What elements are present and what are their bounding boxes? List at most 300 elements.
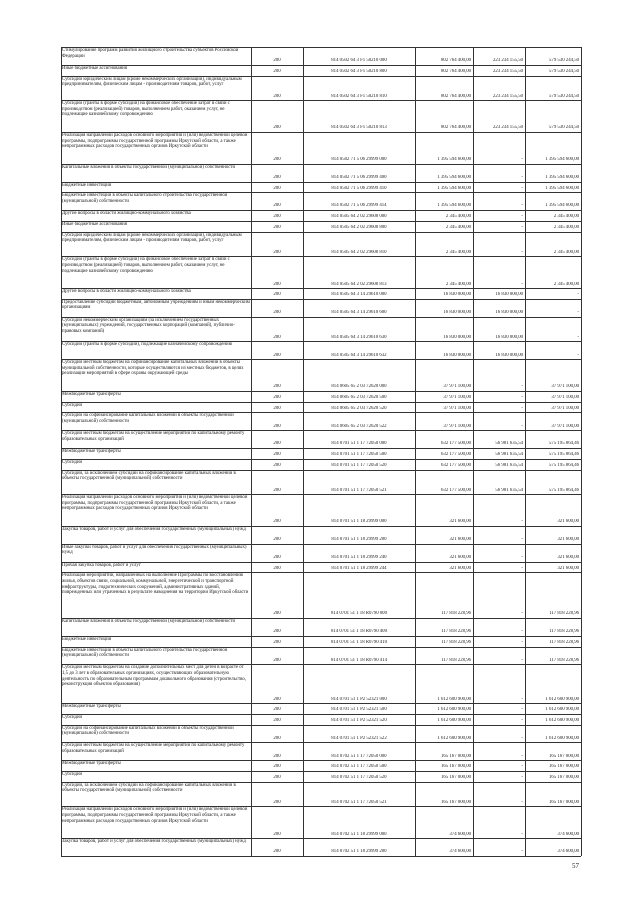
row-grbs: 200 [273,214,281,220]
row-code: 814 0701 51 1 18 29999 000 [331,519,387,525]
column-divider [251,47,252,856]
row-grbs: 200 [273,441,281,447]
table-row [61,288,581,299]
row-name: Субсидии (гранты в форме субсидий) на финансовое обеспечение затрат в связи с производством (реализацией) товаров, выполнением работ, оказанием услуг, не подлежащие казначейскому сопровождению [62,101,230,118]
row-amount-total: 1 612 600 900,00 [545,707,579,713]
row-amount-change: - [521,537,523,543]
table-row [61,636,581,647]
row-code: 814 0502 71 5 06 29999 400 [331,174,387,180]
row-amount-total: 575 195 864,46 [549,487,579,493]
row-code: 814 0701 51 1 18 R0790 410 [331,640,387,646]
table-row [61,771,581,782]
row-name: Межбюджетные трансферты [62,761,121,767]
row-name: Субсидии [62,771,83,777]
table-row [61,470,581,495]
table-row [61,182,581,193]
row-code: 814 0502 71 5 06 29999 000 [331,157,387,163]
row-amount-change: - [521,225,523,230]
table-row [61,232,581,257]
row-grbs: 200 [273,629,281,635]
row-name: Иные закупки товаров, работ и услуг для обеспечения государственных (муниципальных) нужд [62,544,247,556]
row-name: Иные бюджетные ассигнования [62,221,127,227]
row-amount-plan: 2 345 400,00 [445,281,471,287]
row-code: 814 0505 64 3 14 29610 600 [331,310,387,316]
row-code: 814 0605 65 2 03 72620 522 [331,423,387,429]
row-grbs: 200 [273,281,281,287]
row-amount-total: 2 345 400,00 [553,249,579,255]
row-amount-plan: 117 818 228,96 [441,657,471,663]
row-name: Межбюджетные трансферты [62,448,121,454]
table-row [61,782,581,807]
table-row [61,742,581,760]
row-amount-total: 2 345 400,00 [553,281,579,287]
row-name: Субсидии, за исключением субсидий на софинансирование капитальных вложений в объекты государственной (муниципальной) собственности [62,470,236,482]
row-grbs: 200 [273,519,281,525]
row-name: Субсидии некоммерческим организациям (за исключением государственных (муниципальных) учреждений, государственных корпораций (компаний), публично-правовых компаний) [62,317,235,334]
table-row [61,526,581,544]
row-name: Субсидии, за исключением субсидий на софинансирование капитальных вложений в объекты государственной (муниципальной) собственности [62,782,236,794]
row-grbs: 200 [273,764,281,770]
row-name: Субсидии на софинансирование капитальных вложений в объекты государственной (муниципальной) собственности [62,413,234,425]
row-name: Субсидии местным бюджетам на софинансирование капитальных вложений в объекты муниципальной собственности, которые осуществляются из местных бюджетов, в целях реализации мероприятий в сфере охраны окружающей среды [62,360,244,377]
row-amount-total: 165 167 000,00 [549,764,579,770]
row-grbs: 200 [273,174,281,180]
row-amount-change: - [521,174,523,180]
row-amount-total: 321 600,00 [557,554,579,560]
row-code: 814 0702 51 1 17 72050 000 [331,753,387,759]
table-row [61,132,581,164]
table-row [61,494,581,526]
row-amount-plan: 2 345 400,00 [445,214,471,220]
table-row [61,412,581,430]
row-grbs: 200 [273,225,281,230]
row-grbs: 200 [273,696,281,702]
table-row [61,703,581,714]
row-grbs: 200 [273,310,281,316]
row-code: 814 0701 51 1 18 29999 200 [331,537,387,543]
row-amount-change: - [521,640,523,646]
row-amount-total: 321 600,00 [557,565,579,571]
row-amount-plan: 632 177 500,00 [441,452,471,458]
row-amount-total: 579 530 244,50 [549,93,579,99]
row-amount-plan: 16 830 000,00 [443,334,471,340]
row-amount-total: 165 167 000,00 [549,775,579,781]
row-code: 814 0701 51 1 17 72050 521 [331,487,387,493]
table-row [61,65,581,76]
row-grbs: 200 [273,423,281,429]
row-amount-change: - [521,249,523,255]
row-code: 814 0701 51 1 18 R0790 000 [331,611,387,617]
row-amount-total: - [577,334,579,340]
table-row [61,430,581,448]
row-amount-change: - [521,718,523,724]
row-amount-change: - [521,753,523,759]
row-amount-change: - [521,519,523,525]
row-amount-change: 56 981 635,54 [495,441,523,447]
row-amount-plan: 1 612 600 900,00 [437,718,471,724]
row-amount-plan: 1 612 600 900,00 [437,696,471,702]
row-amount-change: - [521,214,523,220]
row-name: Реализация направлений расходов основного мероприятия и (или) ведомственной целевой программы, подпрограммы государственной программы Иркутской области, а также непрограммных расходов государственных органов Иркутской области [62,133,248,150]
table-row [61,664,581,703]
row-amount-change: - [521,203,523,209]
row-grbs: 200 [273,799,281,805]
row-amount-total: 575 195 864,46 [549,452,579,458]
row-amount-plan: 632 177 500,00 [441,441,471,447]
table-row [61,221,581,232]
row-grbs: 200 [273,405,281,411]
row-amount-plan: 802 764 400,00 [441,58,471,64]
column-divider [525,47,526,856]
table-row [61,391,581,402]
row-amount-total: 37 971 100,00 [551,395,579,401]
row-amount-total: 321 600,00 [557,537,579,543]
row-amount-change: 56 981 635,54 [495,487,523,493]
table-row [61,448,581,459]
row-amount-total: 579 530 244,50 [549,58,579,64]
row-amount-total: 321 600,00 [557,519,579,525]
row-amount-plan: 632 177 500,00 [441,487,471,493]
row-amount-plan: 165 167 000,00 [441,764,471,770]
row-amount-total: 1 395 594 600,00 [545,203,579,209]
row-amount-change: - [521,611,523,617]
row-amount-change: - [521,281,523,287]
table-row [61,725,581,743]
row-amount-plan: 165 167 000,00 [441,775,471,781]
row-amount-change: - [521,849,523,855]
row-grbs: 200 [273,775,281,781]
row-code: 814 0502 64 3 F1 50210 810 [331,93,387,99]
row-name: Бюджетные инвестиции в объекты капитального строительства государственной (муниципальной) собственности [62,647,228,659]
row-amount-plan: 2 345 400,00 [445,249,471,255]
row-code: 814 0505 64 3 14 29610 632 [331,352,387,358]
row-grbs: 200 [273,565,281,571]
row-amount-total: 575 195 864,46 [549,441,579,447]
row-amount-plan: 321 600,00 [449,565,471,571]
row-amount-change: 16 830 000,00 [495,352,523,358]
row-code: 814 0701 51 1 17 72050 000 [331,441,387,447]
row-grbs: 200 [273,185,281,191]
row-name: Субсидии [62,459,83,465]
row-amount-total: 165 167 000,00 [549,753,579,759]
row-name: Субсидии [62,714,83,720]
row-code: 814 0701 51 1 18 29999 244 [331,565,387,571]
row-grbs: 200 [273,93,281,99]
table-row [61,459,581,470]
row-amount-change: - [521,384,523,390]
row-name: Стимулирование программ развития жилищного строительства субъектов Российской Федерации [62,48,239,59]
row-code: 814 0505 64 3 14 29610 630 [331,334,387,340]
row-grbs: 200 [273,640,281,646]
row-amount-change: - [521,395,523,401]
row-grbs: 200 [273,68,281,74]
row-name: Капитальные вложения в объекты государственной (муниципальной) собственности [62,619,236,625]
row-amount-change: - [521,735,523,741]
table-row [61,359,581,391]
row-code: 814 0502 64 3 F1 50210 800 [331,68,387,74]
row-name: Бюджетные инвестиции в объекты капитального строительства государственной (муниципальной) собственности [62,193,228,204]
row-amount-plan: 37 971 100,00 [443,384,471,390]
row-amount-total: 37 971 100,00 [551,384,579,390]
row-amount-change: 223 234 155,50 [493,125,523,131]
row-amount-total: 117 818 228,96 [549,640,579,646]
row-code: 814 0505 64 2 02 29608 813 [331,281,387,287]
row-amount-change: - [521,157,523,163]
row-amount-plan: 802 764 400,00 [441,68,471,74]
table-row [61,100,581,132]
table-row [61,647,581,665]
row-name: Субсидии (гранты в форме субсидий), подлежащие казначейскому сопровождению [62,342,233,348]
table-row [61,210,581,221]
row-code: 814 0701 51 1 18 R0790 400 [331,629,387,635]
row-amount-total: 1 612 600 900,00 [545,718,579,724]
row-amount-total: 374 600,00 [557,849,579,855]
row-amount-change: 16 830 000,00 [495,310,523,316]
row-name: Субсидии местным бюджетам на создание дополнительных мест для детей в возрасте от 1,5 до 3 лет в образовательных организациях, осуществляющих образовательную деятельность по образовательным программам дошкольного образования (строительство, реконструкция объектов образования) [62,665,246,688]
row-amount-total: 575 195 864,46 [549,462,579,468]
row-grbs: 200 [273,537,281,543]
row-code: 814 0505 64 2 02 29608 810 [331,249,387,255]
row-name: Субсидии местным бюджетам на осуществление мероприятий по капитальному ремонту образовательных организаций [62,743,245,755]
row-name: Реализация направлений расходов основного мероприятия и (или) ведомственной целевой программы, подпрограммы государственной программы Иркутской области, а также непрограммных расходов государственных органов Иркутской области [62,807,248,824]
row-code: 814 0605 65 2 03 72620 520 [331,405,387,411]
column-divider [473,47,474,856]
table-row [61,341,581,359]
row-amount-plan: 321 600,00 [449,537,471,543]
row-name: Субсидии местным бюджетам на осуществление мероприятий по капитальному ремонту образовательных организаций [62,431,245,442]
row-grbs: 200 [273,657,281,663]
row-amount-change: - [521,565,523,571]
row-name: Капитальные вложения в объекты государственной (муниципальной) собственности [62,164,236,170]
table-row [61,806,581,838]
row-amount-plan: 16 830 000,00 [443,292,471,298]
table-row [61,402,581,413]
column-divider [303,47,304,856]
page-number: 57 [572,862,579,870]
table-row [61,47,581,65]
row-name: Прочая закупка товаров, работ и услуг [62,562,141,568]
row-amount-total: 1 395 594 600,00 [545,185,579,191]
table-row [61,760,581,771]
row-grbs: 200 [273,125,281,131]
row-amount-change: - [521,629,523,635]
row-name: Бюджетные инвестиции [62,182,112,188]
row-amount-plan: 117 818 228,96 [441,640,471,646]
row-amount-plan: 165 167 000,00 [441,799,471,805]
row-code: 814 0701 51 1 18 29999 240 [331,554,387,560]
row-amount-total: - [577,292,579,298]
row-code: 814 0701 51 1 17 72050 500 [331,452,387,458]
row-code: 814 0701 51 1 17 72050 520 [331,462,387,468]
row-name: Реализация мероприятий, направленных на выполнение Программы по восстановлению жилья, объектов связи, социальной, коммунальной, энергетической и транспортной инфраструктуры, гидротехнических сооружений, административных зданий, поврежденных или утраченных в результате наводнения на территории Иркутской области [62,573,249,596]
table-row [61,618,581,636]
table-row [61,317,581,342]
row-name: Другие вопросы в области жилищно-коммунального хозяйства [62,289,191,295]
row-amount-change: 16 830 000,00 [495,334,523,340]
row-amount-change: - [521,696,523,702]
row-grbs: 200 [273,735,281,741]
row-amount-change: 56 981 635,54 [495,452,523,458]
row-code: 814 0502 71 5 06 29999 410 [331,185,387,191]
table-row [61,572,581,618]
row-grbs: 200 [273,395,281,401]
row-name: Бюджетные инвестиции [62,636,112,642]
row-name: Закупка товаров, работ и услуг для обеспечения государственных (муниципальных) нужд [62,527,246,533]
row-code: 814 0701 51 1 P2 52321 000 [331,696,387,702]
row-amount-total: 1 612 600 900,00 [545,735,579,741]
row-amount-change: - [521,657,523,663]
row-code: 814 0702 51 1 17 72050 500 [331,764,387,770]
row-grbs: 200 [273,157,281,163]
row-amount-plan: 802 764 400,00 [441,93,471,99]
row-name: Субсидии юридическим лицам (кроме некоммерческих организаций), индивидуальным предпринимателям, физическим лицам - производителям товаров, работ, услуг [62,76,242,88]
row-amount-change: 223 234 155,50 [493,68,523,74]
row-amount-plan: 1 612 600 900,00 [437,707,471,713]
row-amount-change: 223 234 155,50 [493,93,523,99]
row-amount-plan: 37 971 100,00 [443,405,471,411]
row-grbs: 200 [273,292,281,298]
row-amount-change: - [521,707,523,713]
row-grbs: 200 [273,707,281,713]
row-code: 814 0502 71 5 06 29999 414 [331,203,387,209]
row-amount-total: 117 818 228,96 [549,629,579,635]
row-grbs: 200 [273,554,281,560]
table-row [61,256,581,288]
row-amount-plan: 321 600,00 [449,554,471,560]
row-grbs: 200 [273,249,281,255]
row-grbs: 200 [273,58,281,64]
column-divider [415,47,416,856]
column-divider [581,47,582,856]
row-code: 814 0702 51 1 18 29999 200 [331,849,387,855]
row-amount-total: 37 971 100,00 [551,405,579,411]
row-name: Другие вопросы в области жилищно-коммунального хозяйства [62,211,191,217]
row-code: 814 0505 64 3 14 29610 000 [331,292,387,298]
row-amount-change: - [521,831,523,837]
row-amount-plan: 1 395 594 600,00 [437,203,471,209]
row-grbs: 200 [273,718,281,724]
row-amount-plan: 117 818 228,96 [441,611,471,617]
row-grbs: 200 [273,831,281,837]
row-amount-total: - [577,352,579,358]
row-amount-change: 223 234 155,50 [493,58,523,64]
row-amount-change: - [521,405,523,411]
row-amount-change: - [521,764,523,770]
row-divider [61,856,581,857]
row-amount-plan: 37 971 100,00 [443,423,471,429]
row-amount-plan: 117 818 228,96 [441,629,471,635]
row-grbs: 200 [273,203,281,209]
row-amount-total: - [577,310,579,316]
row-name: Субсидии на софинансирование капитальных вложений в объекты государственной (муниципальной) собственности [62,725,234,737]
table-row [61,299,581,317]
row-code: 814 0605 65 2 03 72620 000 [331,384,387,390]
row-amount-change: - [521,554,523,560]
row-code: 814 0701 51 1 P2 52321 500 [331,707,387,713]
row-amount-total: 579 530 244,50 [549,68,579,74]
row-amount-total: 1 395 594 600,00 [545,157,579,163]
row-amount-plan: 321 600,00 [449,519,471,525]
row-amount-change: 56 981 635,54 [495,462,523,468]
row-name: Закупка товаров, работ и услуг для обеспечения государственных (муниципальных) нужд [62,839,246,845]
row-code: 814 0702 51 1 17 72050 520 [331,775,387,781]
row-name: Субсидии юридическим лицам (кроме некоммерческих организаций), индивидуальным предпринимателям, физическим лицам - производителям товаров, работ, услуг [62,232,242,244]
row-amount-total: 165 167 000,00 [549,799,579,805]
row-name: Реализация направлений расходов основного мероприятия и (или) ведомственной целевой программы, подпрограммы государственной программы Иркутской области, а также непрограммных расходов государственных органов Иркутской области [62,495,248,512]
row-name: Межбюджетные трансферты [62,704,121,710]
row-amount-change: - [521,799,523,805]
row-amount-change: - [521,185,523,191]
table-row [61,164,581,182]
table-row [61,562,581,573]
row-amount-total: 2 345 400,00 [553,225,579,230]
row-name: Иные бюджетные ассигнования [62,65,127,71]
row-grbs: 200 [273,462,281,468]
column-divider [61,47,62,856]
row-code: 814 0505 64 2 02 29608 800 [331,225,387,230]
row-amount-total: 579 530 244,50 [549,125,579,131]
row-amount-total: 37 971 100,00 [551,423,579,429]
table-row [61,838,581,856]
row-grbs: 200 [273,352,281,358]
row-name: Межбюджетные трансферты [62,391,121,397]
row-amount-change: - [521,775,523,781]
row-grbs: 200 [273,611,281,617]
row-code: 814 0701 51 1 18 R0790 414 [331,657,387,663]
row-amount-total: 2 345 400,00 [553,214,579,220]
row-amount-total: 1 612 600 900,00 [545,696,579,702]
row-code: 814 0605 65 2 03 72620 500 [331,395,387,401]
row-amount-plan: 374 600,00 [449,849,471,855]
row-grbs: 200 [273,384,281,390]
row-code: 814 0502 64 3 F1 50210 813 [331,125,387,131]
table-row [61,76,581,101]
row-amount-plan: 165 167 000,00 [441,753,471,759]
row-amount-plan: 1 395 594 600,00 [437,157,471,163]
table-row [61,544,581,562]
row-amount-change: 16 830 000,00 [495,292,523,298]
row-grbs: 200 [273,487,281,493]
row-amount-plan: 802 764 400,00 [441,125,471,131]
table-row [61,192,581,210]
table-row [61,714,581,725]
row-name: Субсидии [62,402,83,408]
row-amount-plan: 632 177 500,00 [441,462,471,468]
row-grbs: 200 [273,452,281,458]
row-code: 814 0701 51 1 P2 52321 520 [331,718,387,724]
row-amount-plan: 16 830 000,00 [443,310,471,316]
row-amount-change: - [521,423,523,429]
row-amount-total: 1 395 594 600,00 [545,174,579,180]
row-amount-plan: 37 971 100,00 [443,395,471,401]
row-code: 814 0702 51 1 17 72050 521 [331,799,387,805]
row-amount-total: 117 818 228,96 [549,657,579,663]
row-grbs: 200 [273,753,281,759]
row-name: Субсидии (гранты в форме субсидий) на финансовое обеспечение затрат в связи с производством (реализацией) товаров, выполнением работ, оказанием услуг, не подлежащие казначейскому сопровождению [62,257,230,274]
row-code: 814 0702 51 1 18 29999 000 [331,831,387,837]
row-amount-plan: 16 830 000,00 [443,352,471,358]
row-code: 814 0505 64 2 02 29608 000 [331,214,387,220]
row-amount-plan: 1 612 600 900,00 [437,735,471,741]
row-name: Предоставление субсидий бюджетным, автономным учреждениям и иным некоммерческим организациям [62,299,250,311]
row-code: 814 0502 64 3 F1 50210 000 [331,58,387,64]
row-amount-total: 374 600,00 [557,831,579,837]
row-amount-plan: 1 395 594 600,00 [437,174,471,180]
row-amount-plan: 1 395 594 600,00 [437,185,471,191]
row-amount-plan: 2 345 400,00 [445,225,471,230]
row-grbs: 200 [273,334,281,340]
row-grbs: 200 [273,849,281,855]
